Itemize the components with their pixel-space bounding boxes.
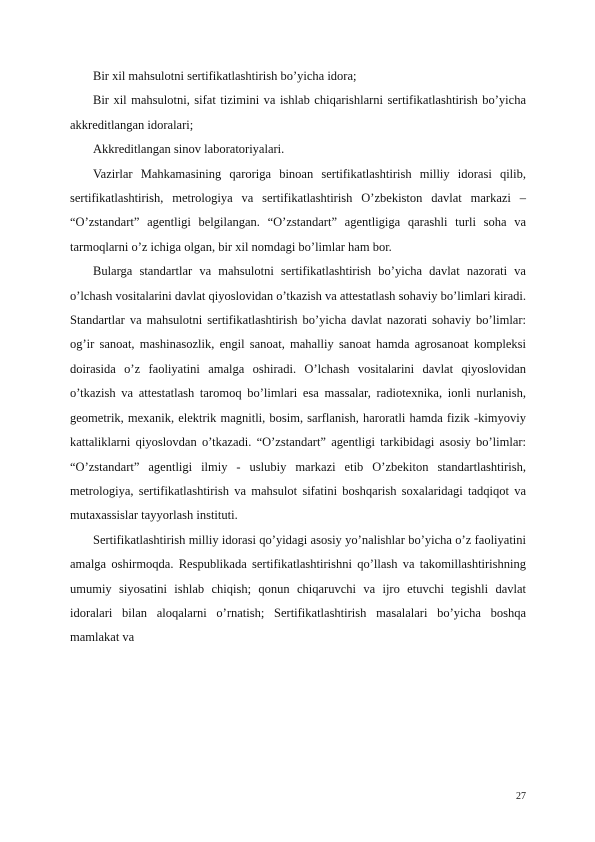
paragraph: Bir xil mahsulotni, sifat tizimini va ishlab chiqarishlarni sertifikatlashtirish bo’yicha akkreditlangan idoralari; [70, 93, 526, 132]
paragraph: Vazirlar Mahkamasining qaroriga binoan sertifikatlashtirish milliy idorasi qilib, sertifikatlashtirish, metrologiya va sertifikatlashtirish O’zbekiston davlat markazi – “O’zstandart” agentligi belgilangan. “O’zstandart” agentligiga qarashli turli soha va tarmoqlarni o’z ichiga olgan, bir xil nomdagi bo’limlar ham bor. [70, 166, 526, 254]
paragraph: Bularga standartlar va mahsulotni sertifikatlashtirish bo’yicha davlat nazorati va o’lchash vositalarini davlat qiyoslovidan o’tkazish va attestatlash sohaviy bo’limlari kiradi. Standartlar va mahsulotni sertifikatlashtirish bo’yicha davlat nazorati sohaviy bo’limlar: og’ir sanoat, mashinasozlik, engil sanoat, mahalliy sanoat hamda agrosanoat kompleksi doirasida o’z faoliyatini amalga oshiradi. O’lchash vositalarini davlat qiyoslovidan o’tkazish va attestatlash taromoq bo’limlari esa massalar, radiotexnika, ionli nurlanish, geometrik, mexanik, elektrik magnitli, bosim, sarflanish, haroratli hamda fizik -kimyoviy kattaliklarni qiyoslovdan o’tkazadi. “O’zstandart” agentligi tarkibidagi asosiy bo’limlar: “O’zstandart” agentligi ilmiy - uslubiy markazi etib O’zbekiton standartlashtirish, metrologiya, sertifikatlashtirish va mahsulot sifatini boshqarish soxalaridagi tadqiqot va mutaxassislar tayyorlash instituti. [70, 264, 526, 523]
paragraph: Akkreditlangan sinov laboratoriyalari. [93, 142, 285, 157]
paragraph: Bir xil mahsulotni sertifikatlashtirish bo’yicha idora; [93, 69, 357, 83]
paragraph: Sertifikatlashtirish milliy idorasi qo’yidagi asosiy yo’nalishlar bo’yicha o’z faoliyatini amalga oshirmoqda. Respublikada sertifikatlashtirishni qo’llash va takomillashtirishning umumiy siyosatini ishlab chiqish; qonun chiqaruvchi va ijro etuvchi tegishli davlat idoralari bilan aloqalarni o’rnatish; Sertifikatlashtirish masalalari bo’yicha boshqa mamlakat va [70, 532, 526, 645]
body-text [70, 64, 526, 650]
page-number: 27 [516, 791, 526, 802]
